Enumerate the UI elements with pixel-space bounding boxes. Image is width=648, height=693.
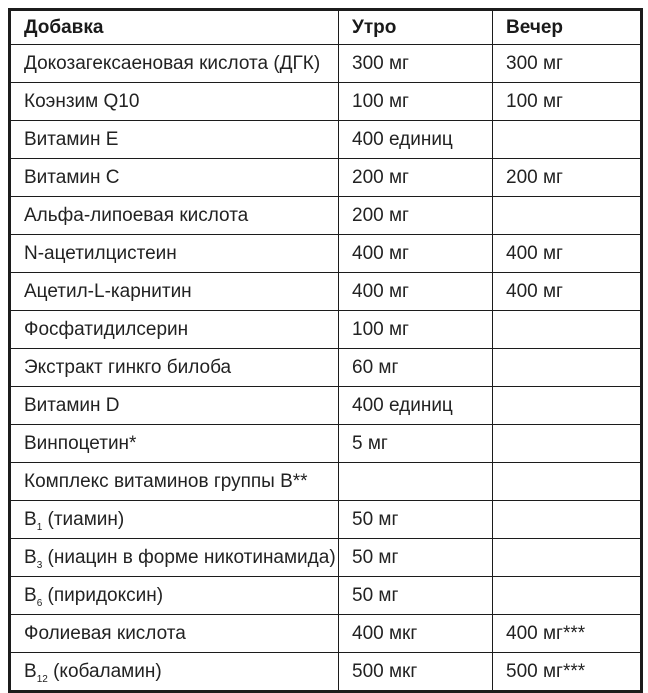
table-row [10, 615, 642, 653]
table-row [10, 425, 642, 463]
morning-dose-cell: 400 единиц [339, 387, 493, 425]
supplement-name-subscript: 1 [36, 521, 43, 533]
evening-dose-cell [493, 349, 642, 387]
evening-dose-cell [493, 121, 642, 159]
supplement-table [8, 8, 643, 693]
supplement-name-cell [10, 653, 339, 692]
supplement-name: Винпоцетин* [24, 432, 137, 454]
supplement-name-cell [10, 197, 339, 235]
supplement-name: Экстракт гинкго билоба [24, 356, 232, 378]
supplement-name-subscript: 6 [36, 597, 43, 609]
supplement-name: Докозагексаеновая кислота (ДГК) [24, 52, 321, 74]
supplement-name: B [24, 584, 37, 606]
supplement-name: B [24, 660, 37, 682]
supplement-name: B [24, 508, 37, 530]
evening-dose-cell [493, 311, 642, 349]
table-row [10, 121, 642, 159]
evening-dose-cell [493, 463, 642, 501]
supplement-name: Фолиевая кислота [24, 622, 186, 644]
supplement-name: Коэнзим Q10 [24, 90, 140, 112]
supplement-name: B [24, 546, 37, 568]
table-row [10, 83, 642, 121]
morning-dose-cell: 100 мг [339, 83, 493, 121]
supplement-name: Витамин E [24, 128, 119, 150]
morning-dose-cell [339, 463, 493, 501]
evening-dose-cell [493, 425, 642, 463]
table-row [10, 273, 642, 311]
morning-dose-cell: 50 мг [339, 501, 493, 539]
supplement-name: Фосфатидилсерин [24, 318, 189, 340]
column-header: Добавка [10, 10, 339, 45]
morning-dose-cell: 60 мг [339, 349, 493, 387]
supplement-name-cell [10, 387, 339, 425]
supplement-name: Комплекс витаминов группы B** [24, 470, 308, 492]
morning-dose-cell: 500 мкг [339, 653, 493, 692]
supplement-name-subscript: 3 [36, 559, 43, 571]
evening-dose-cell [493, 197, 642, 235]
morning-dose-cell: 400 единиц [339, 121, 493, 159]
table-row [10, 45, 642, 83]
morning-dose-cell: 50 мг [339, 539, 493, 577]
supplement-name-suffix: (кобаламин) [47, 660, 162, 682]
evening-dose-cell: 500 мг*** [493, 653, 642, 692]
morning-dose-cell: 400 мг [339, 273, 493, 311]
supplement-name-cell [10, 425, 339, 463]
supplement-name: N-ацетилцистеин [24, 242, 177, 264]
supplement-name-cell [10, 273, 339, 311]
table-row [10, 387, 642, 425]
morning-dose-cell: 300 мг [339, 45, 493, 83]
morning-dose-cell: 400 мкг [339, 615, 493, 653]
evening-dose-cell [493, 539, 642, 577]
supplement-name-suffix: (ниацин в форме никотинамида) [42, 546, 336, 568]
table-row [10, 501, 642, 539]
table-row [10, 577, 642, 615]
supplement-name-cell [10, 577, 339, 615]
evening-dose-cell [493, 577, 642, 615]
column-header: Вечер [493, 10, 642, 45]
table-row [10, 349, 642, 387]
morning-dose-cell: 200 мг [339, 197, 493, 235]
evening-dose-cell: 300 мг [493, 45, 642, 83]
supplement-name: Альфа-липоевая кислота [24, 204, 249, 226]
column-header: Утро [339, 10, 493, 45]
evening-dose-cell: 400 мг [493, 235, 642, 273]
supplement-name-cell [10, 45, 339, 83]
table-row [10, 197, 642, 235]
header-row [10, 10, 642, 45]
evening-dose-cell: 400 мг*** [493, 615, 642, 653]
supplement-name-cell [10, 121, 339, 159]
supplement-name-cell [10, 311, 339, 349]
evening-dose-cell: 200 мг [493, 159, 642, 197]
evening-dose-cell: 400 мг [493, 273, 642, 311]
morning-dose-cell: 100 мг [339, 311, 493, 349]
supplement-name-cell [10, 83, 339, 121]
supplement-name-cell [10, 463, 339, 501]
supplement-name-cell [10, 501, 339, 539]
table-row [10, 311, 642, 349]
morning-dose-cell: 50 мг [339, 577, 493, 615]
supplement-name-subscript: 12 [36, 673, 48, 685]
supplement-name-suffix: (пиридоксин) [42, 584, 164, 606]
supplement-name-cell [10, 349, 339, 387]
table-header [10, 10, 642, 45]
evening-dose-cell: 100 мг [493, 83, 642, 121]
supplement-name-cell [10, 539, 339, 577]
table-row [10, 159, 642, 197]
evening-dose-cell [493, 387, 642, 425]
table-body [10, 45, 642, 692]
evening-dose-cell [493, 501, 642, 539]
table-row [10, 653, 642, 692]
morning-dose-cell: 5 мг [339, 425, 493, 463]
supplement-name-cell [10, 615, 339, 653]
supplement-name-suffix: (тиамин) [42, 508, 125, 530]
supplement-name: Ацетил-L-карнитин [24, 280, 192, 302]
supplement-name-cell [10, 159, 339, 197]
table-row [10, 463, 642, 501]
table-row [10, 235, 642, 273]
supplement-name-cell [10, 235, 339, 273]
supplement-name: Витамин D [24, 394, 120, 416]
morning-dose-cell: 200 мг [339, 159, 493, 197]
morning-dose-cell: 400 мг [339, 235, 493, 273]
supplement-name: Витамин C [24, 166, 120, 188]
table-row [10, 539, 642, 577]
